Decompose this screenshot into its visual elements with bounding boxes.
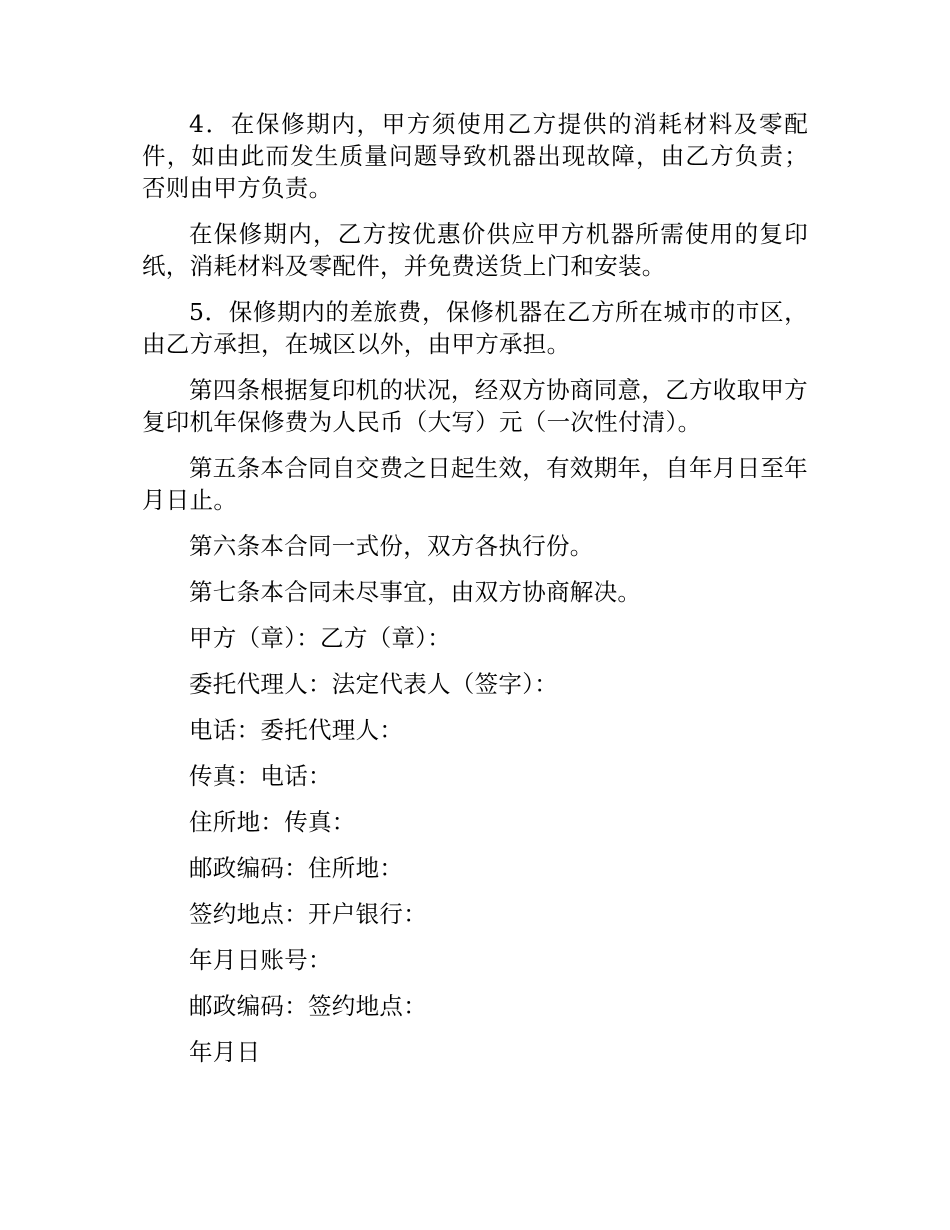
signature-fax: 传真：电话： bbox=[189, 762, 332, 790]
document-page bbox=[142, 108, 808, 1082]
signature-phone: 电话：委托代理人： bbox=[189, 716, 404, 744]
clause-5-travel-expenses: 5．保修期内的差旅费，保修机器在乙方所在城市的市区，由乙方承担，在城区以外，由甲方承担。 bbox=[142, 298, 808, 358]
signature-postcode-location: 邮政编码：签约地点： bbox=[189, 992, 427, 1020]
clause-discount-supply: 在保修期内，乙方按优惠价供应甲方机器所需使用的复印纸，消耗材料及零配件，并免费送货上门和安装。 bbox=[142, 220, 808, 280]
signature-party-seals: 甲方（章）：乙方（章）： bbox=[189, 624, 452, 652]
signature-date-account: 年月日账号： bbox=[189, 946, 332, 974]
signature-postcode: 邮政编码：住所地： bbox=[189, 854, 404, 882]
signature-agent-representative: 委托代理人：法定代表人（签字）： bbox=[189, 670, 559, 698]
signature-location-bank: 签约地点：开户银行： bbox=[189, 900, 427, 928]
signature-address: 住所地：传真： bbox=[189, 808, 356, 836]
signature-date: 年月日 bbox=[189, 1038, 261, 1066]
clause-4-consumables: 4．在保修期内，甲方须使用乙方提供的消耗材料及零配件，如由此而发生质量问题导致机器出现故障，由乙方负责；否则由甲方负责。 bbox=[142, 110, 808, 202]
article-4-fee: 第四条根据复印机的状况，经双方协商同意，乙方收取甲方复印机年保修费为人民币（大写）元（一次性付清）。 bbox=[142, 376, 808, 436]
article-5-validity: 第五条本合同自交费之日起生效，有效期年，自年月日至年月日止。 bbox=[142, 454, 808, 514]
article-7-other-matters: 第七条本合同未尽事宜，由双方协商解决。 bbox=[189, 578, 642, 606]
article-6-copies: 第六条本合同一式份，双方各执行份。 bbox=[189, 532, 594, 560]
